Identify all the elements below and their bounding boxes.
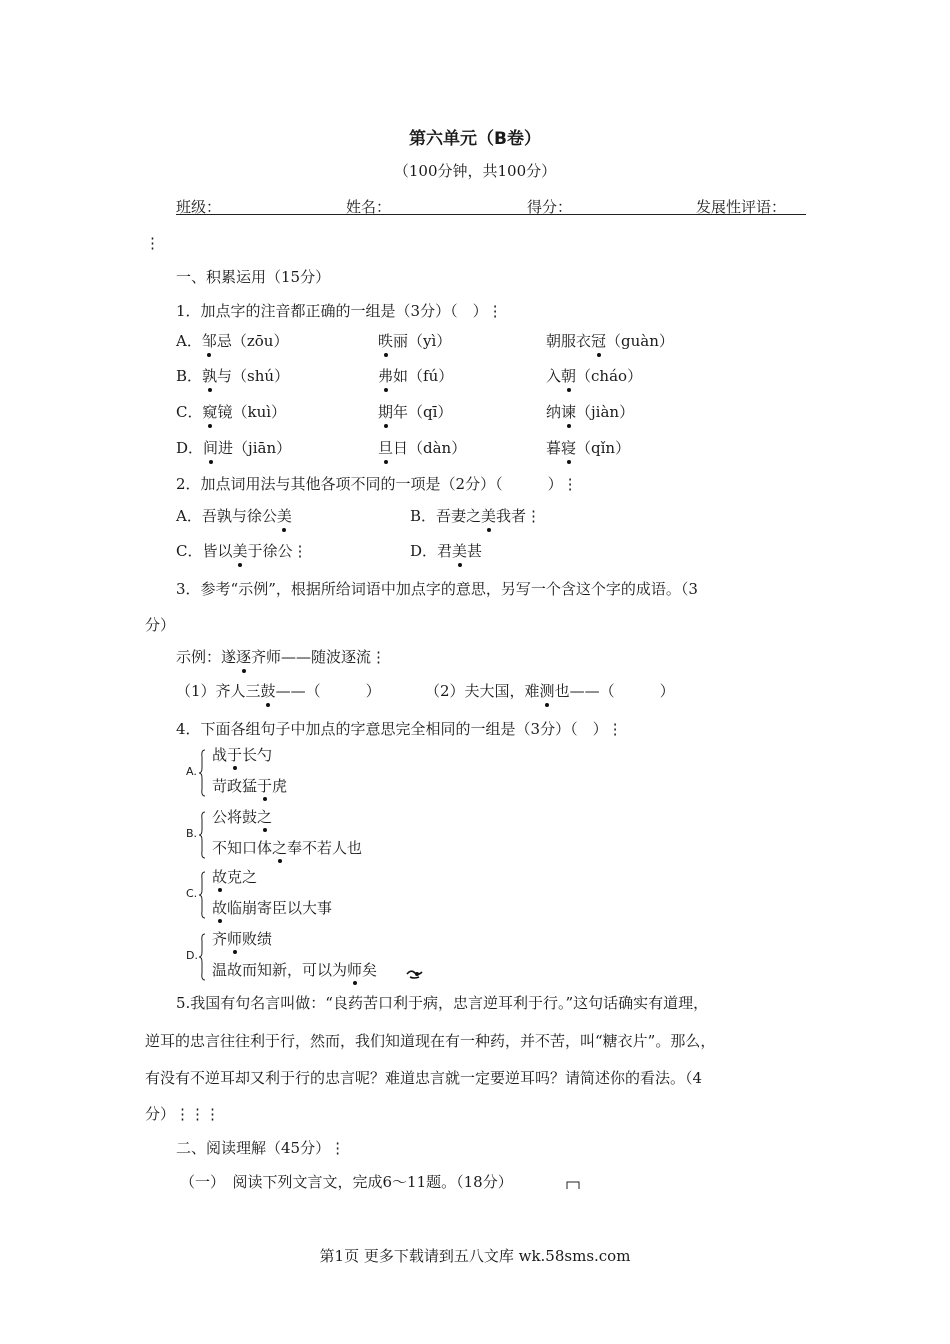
dotted-char: 美: [232, 542, 248, 560]
dotted-char: 弗: [378, 367, 394, 385]
q1-option-a: [176, 330, 288, 352]
dotted-char: 谏: [561, 403, 577, 421]
dotted-char: 之: [257, 808, 273, 826]
text-run: B.: [186, 827, 198, 840]
text-run: C．皆以: [176, 542, 233, 560]
text-run: D．: [176, 439, 204, 457]
option-line-1: [212, 866, 257, 887]
option-line-1: [212, 744, 272, 765]
text-run: 长勺: [242, 746, 273, 764]
text-run: 忌（zōu）: [216, 332, 289, 350]
text-run: （guàn）: [606, 332, 674, 350]
q1-option-c: [176, 401, 286, 423]
text-run: 败绩: [242, 930, 273, 948]
text-run: （qǐn）: [576, 439, 631, 457]
dotted-char: 鼓: [260, 682, 276, 700]
text-run: 丽（yì）: [393, 332, 452, 350]
dotted-char: 美: [452, 542, 468, 560]
text-run: 奉不若人也: [287, 839, 363, 857]
section1-heading: 一、积累运用（15分）: [176, 268, 331, 286]
q1-option-b-3: [546, 365, 642, 387]
text-run: 示例：遂: [176, 648, 237, 666]
q2-option-a: [176, 505, 292, 527]
brace-icon: [199, 749, 206, 797]
text-run: 于徐公⋮: [247, 542, 308, 560]
q4-stem: 4．下面各组句子中加点的字意思完全相同的一组是（3分）（ ）⋮: [176, 720, 623, 738]
text-run: （cháo）: [576, 367, 643, 385]
q2-option-c: [176, 540, 308, 562]
q1-option-d: [176, 437, 291, 459]
text-run: 我者⋮: [496, 507, 542, 525]
q2-option-b: [410, 505, 541, 527]
dotted-char: 期: [378, 403, 394, 421]
option-line-2: [212, 897, 332, 918]
info-underline: [176, 214, 806, 215]
text-run: 战: [212, 746, 228, 764]
dotted-char: 朝: [561, 367, 577, 385]
dotted-char: 旦: [378, 439, 394, 457]
option-line-2: [212, 837, 362, 858]
corner-mark-icon: [566, 1180, 580, 1190]
q2-stem: 2．加点词用法与其他各项不同的一项是（2分）（ ）⋮: [176, 475, 578, 493]
student-info-line: [176, 196, 806, 218]
dotted-char: 测: [539, 682, 555, 700]
dotted-char: 师: [347, 961, 363, 979]
q1-stem: 1．加点字的注音都正确的一组是（3分）（ ）⋮: [176, 302, 503, 320]
option-line-1: [212, 806, 272, 827]
name-label: 姓名：: [346, 198, 392, 216]
text-run: 齐: [212, 930, 228, 948]
text-run: B．吾妻之: [410, 507, 482, 525]
text-run: （jiàn）: [576, 403, 635, 421]
doc-title: 第六单元（B卷）: [409, 129, 541, 149]
text-run: 苛政猛: [212, 777, 258, 795]
q5-line1: 5.我国有句名言叫做：“良药苦口利于病，忠言逆耳利于行。”这句话确实有道理，: [176, 994, 709, 1012]
text-run: C.: [186, 887, 198, 900]
text-run: 暮: [546, 439, 562, 457]
text-run: 不知口体: [212, 839, 273, 857]
q1-option-b: [176, 365, 289, 387]
option-line-2: [212, 775, 287, 796]
text-run: 克之: [227, 868, 258, 886]
dotted-char: 寝: [561, 439, 577, 457]
q5-line2: 逆耳的忠言往往利于行，然而，我们知道现在有一种药，并不苦，叫“糖衣片”。那么，: [145, 1032, 716, 1050]
scribble-mark-icon: [405, 967, 425, 981]
q5-line3: 有没有不逆耳却又利于行的忠言呢？难道忠言就一定要逆耳吗？请简述你的看法。（4: [145, 1069, 703, 1087]
text-run: 公将鼓: [212, 808, 258, 826]
text-run: 朝服衣: [546, 332, 592, 350]
text-run: （1）齐人三: [176, 682, 261, 700]
text-run: D．君: [410, 542, 453, 560]
dotted-char: 于: [227, 746, 243, 764]
colon-mark: ⋮: [145, 234, 160, 252]
text-run: 日（dàn）: [393, 439, 467, 457]
dotted-char: 邹: [201, 332, 217, 350]
text-run: A．: [176, 332, 202, 350]
text-run: B．: [176, 367, 203, 385]
text-run: 进（jiān）: [218, 439, 292, 457]
q4-option-c: [186, 866, 446, 924]
q1-option-d-3: [546, 437, 630, 459]
dotted-char: 故: [212, 868, 228, 886]
score-label: 得分：: [527, 198, 573, 216]
q1-option-c-3: [546, 401, 634, 423]
text-run: 入: [546, 367, 562, 385]
dotted-char: 师: [227, 930, 243, 948]
dotted-char: 于: [257, 777, 273, 795]
dotted-char: 美: [481, 507, 497, 525]
q3-stem-line1: 3．参考“示例”，根据所给词语中加点字的意思，另写一个含这个字的成语。（3: [176, 580, 698, 598]
q3-item-2: [425, 680, 675, 702]
text-run: 虎: [272, 777, 288, 795]
dotted-char: 故: [212, 899, 228, 917]
q4-option-a: [186, 744, 446, 802]
text-run: 与（shú）: [217, 367, 290, 385]
brace-icon: [199, 933, 206, 981]
dotted-char: 间: [203, 439, 219, 457]
option-line-1: [212, 928, 272, 949]
q1-option-b-2: [378, 365, 453, 387]
q5-line4: 分）⋮⋮⋮: [145, 1105, 221, 1123]
q3-stem-line2: 分）: [145, 616, 176, 634]
dotted-char: 美: [276, 507, 292, 525]
class-label: 班级：: [176, 198, 222, 216]
text-run: 齐师——随波逐流⋮: [251, 648, 387, 666]
q4-option-b: [186, 806, 446, 864]
q3-item-1: [176, 680, 381, 702]
part1-heading: （一） 阅读下列文言文，完成6～11题。（18分）: [180, 1173, 513, 1191]
q1-option-d-2: [378, 437, 466, 459]
text-run: 镜（kuì）: [217, 403, 287, 421]
q3-example: [176, 646, 386, 668]
page-footer: 第1页 更多下载请到五八文库 wk.58sms.com: [319, 1247, 631, 1265]
dotted-char: 逐: [236, 648, 252, 666]
brace-icon: [199, 811, 206, 859]
text-run: 甚: [467, 542, 483, 560]
text-run: 年（qī）: [393, 403, 453, 421]
text-run: 临崩寄臣以大事: [227, 899, 333, 917]
text-run: 如（fú）: [393, 367, 454, 385]
text-run: 温故而知新，可以为: [212, 961, 348, 979]
dotted-char: 孰: [202, 367, 218, 385]
q2-option-d: [410, 540, 482, 562]
text-run: 也——（ ）: [554, 682, 675, 700]
text-run: ——（ ）: [275, 682, 381, 700]
dotted-char: 昳: [378, 332, 394, 350]
q1-option-c-2: [378, 401, 452, 423]
text-run: D.: [186, 949, 198, 962]
dotted-char: 冠: [591, 332, 607, 350]
doc-subtitle: （100分钟，共100分）: [393, 162, 557, 180]
q1-option-a-2: [378, 330, 451, 352]
brace-icon: [199, 871, 206, 919]
text-run: A.: [186, 765, 197, 778]
dotted-char: 之: [272, 839, 288, 857]
text-run: 矣: [362, 961, 378, 979]
option-line-2: [212, 959, 377, 980]
text-run: A．吾孰与徐公: [176, 507, 277, 525]
text-run: C．: [176, 403, 203, 421]
text-run: （2）夫大国，难: [425, 682, 540, 700]
q1-option-a-3: [546, 330, 674, 352]
section2-heading: 二、阅读理解（45分）⋮: [176, 1139, 346, 1157]
text-run: 纳: [546, 403, 562, 421]
comment-label: 发展性评语：: [696, 198, 787, 216]
dotted-char: 窥: [202, 403, 218, 421]
